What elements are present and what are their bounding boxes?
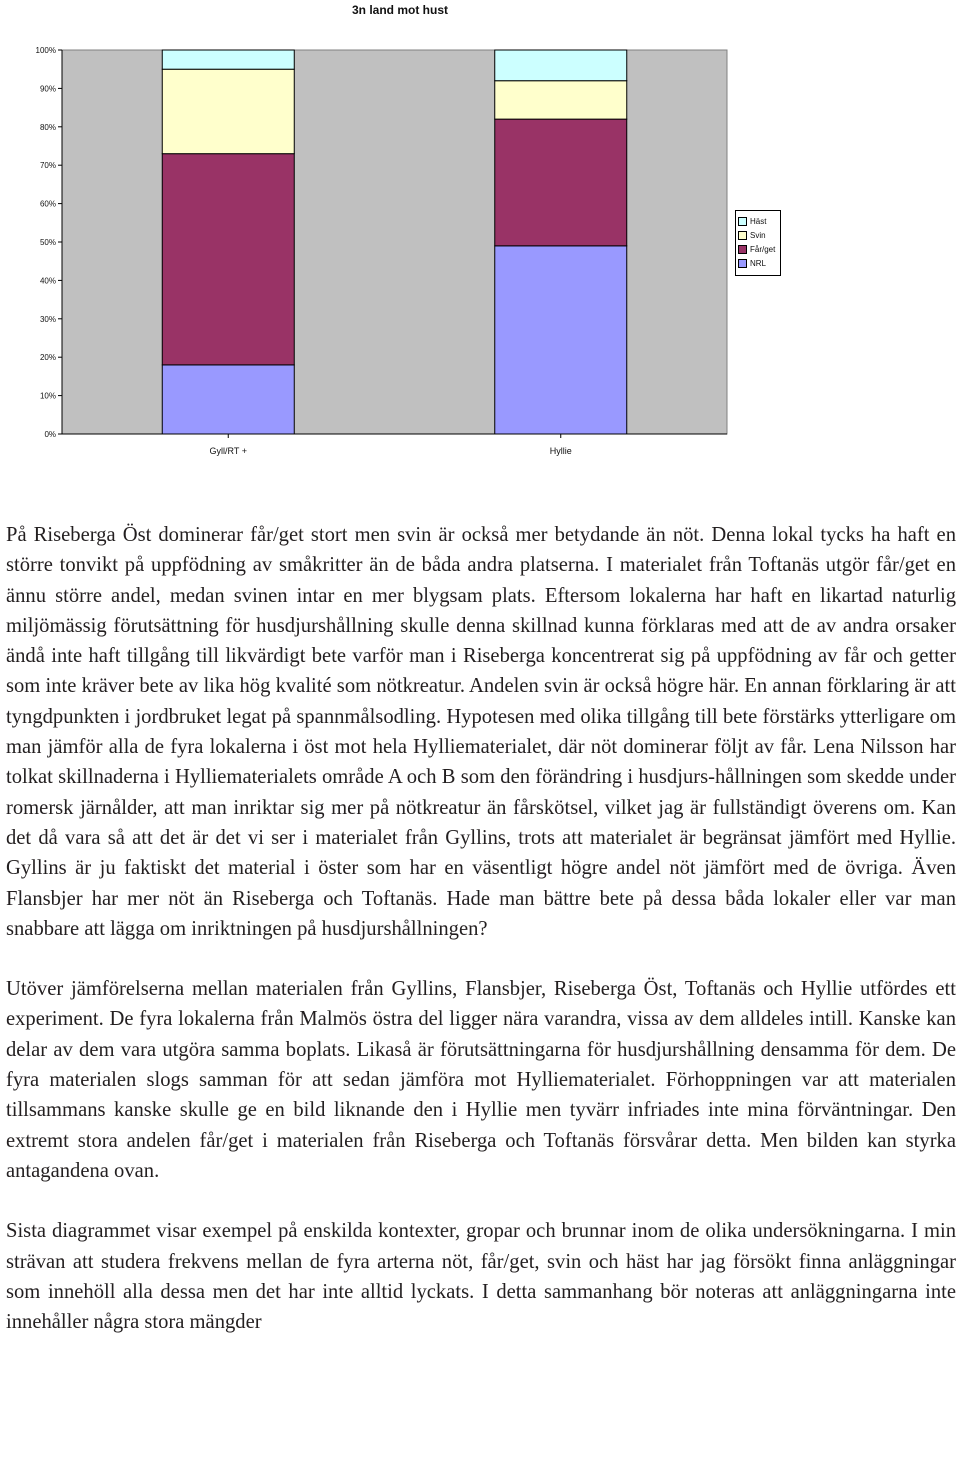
bar-segment bbox=[162, 154, 294, 365]
y-tick-label: 80% bbox=[39, 122, 56, 132]
y-tick-label: 0% bbox=[44, 430, 56, 439]
legend-item bbox=[738, 256, 778, 270]
legend-swatch bbox=[738, 217, 747, 226]
legend-swatch bbox=[738, 231, 747, 240]
y-tick-label: 70% bbox=[39, 161, 56, 171]
y-tick-label: 100% bbox=[35, 46, 56, 55]
paragraph-3: Sista diagrammet visar exempel på enskilda kontexter, gropar och brunnar inom de olika undersökningarna. I min strävan att studera frekvens mellan de fyra arterna nöt, får/get, svin och häst har jag försökt finna anläggningar som innehöll alla dessa men det har inte alltid lyckats. I detta sammanhang bör noteras att anläggningarna inte innehåller några stora mängder bbox=[6, 1220, 956, 1334]
x-tick-label: Hyllie bbox=[549, 446, 572, 456]
chart-legend bbox=[735, 210, 781, 276]
y-tick-label: 30% bbox=[39, 314, 56, 324]
y-tick-label: 60% bbox=[39, 199, 56, 209]
legend-swatch bbox=[738, 245, 747, 254]
legend-label: Svin bbox=[750, 230, 766, 240]
stacked-bar-chart bbox=[0, 0, 960, 470]
bar-segment bbox=[495, 50, 627, 81]
y-tick-label: 50% bbox=[39, 238, 56, 247]
y-tick-label: 10% bbox=[39, 391, 56, 401]
x-tick-label: Gyll/RT + bbox=[209, 446, 247, 456]
legend-label: Får/get bbox=[750, 244, 776, 254]
y-tick-label: 20% bbox=[39, 353, 56, 363]
bar-segment bbox=[495, 119, 627, 246]
bar-segment bbox=[162, 69, 294, 153]
legend-swatch bbox=[738, 259, 747, 268]
y-tick-label: 40% bbox=[39, 276, 56, 286]
chart-plot bbox=[0, 0, 960, 470]
legend-item bbox=[738, 214, 778, 228]
body-text bbox=[6, 520, 956, 1337]
bar-segment bbox=[162, 50, 294, 69]
bar-segment bbox=[495, 246, 627, 434]
legend-label: NRL bbox=[750, 258, 767, 268]
y-tick-label: 90% bbox=[39, 84, 56, 94]
legend-label: Häst bbox=[750, 216, 767, 226]
legend-item bbox=[738, 242, 778, 256]
bar-segment bbox=[495, 81, 627, 119]
legend-item bbox=[738, 228, 778, 242]
paragraph-2: Utöver jämförelserna mellan materialen från Gyllins, Flansbjer, Riseberga Öst, Toftanäs och Hyllie utfördes ett experiment. De fyra lokalerna från Malmös östra del ligger nära varandra, vissa av dem alldeles intill. Kanske kan delar av dem vara utgöra samma boplats. Likaså är förutsättningarna för husdjurshållning densamma för dem. De fyra materialen slogs samman för att sedan jämföra mot Hylliematerialet. Förhoppningen var att materialen tillsammans kanske skulle ge en bild liknande den i Hyllie men tyvärr infriades inte mina förväntningar. Den extremt stora andelen får/get i materialen från Riseberga och Toftanäs försvårar detta. Men bilden kan styrka antagandena ovan. bbox=[6, 978, 956, 1182]
paragraph-1: På Riseberga Öst dominerar får/get stort men svin är också mer betydande än nöt. Denna lokal tycks ha haft en större tonvikt på uppfödning av småkritter än de båda andra platserna. I materialet från Toftanäs utgör får/get en ännu större andel, medan svinen intar en mer blygsam plats. Eftersom lokalerna har haft en likartad naturlig miljömässig förutsättning för husdjurshållning skulle denna skillnad kunna förklaras med att de av andra orsaker ändå inte haft tillgång till likvärdigt bete varför man i Riseberga koncentrerat sig på uppfödning av får och getter som inte kräver bete av lika hög kvalité som nötkreatur. Andelen svin är också högre här. En annan förklaring är att tyngdpunkten i jordbruket legat på spannmålsodling. Hypotesen med olika tillgång till bete förstärks ytterligare om man jämför alla de fyra lokalerna i öst mot hela Hylliematerialet, där nöt dominerar följt av får. Lena Nilsson har tolkat skillnaderna i Hylliematerialets område A och B som den förändring i husdjurs-hållningen som skedde under romersk järnålder, att man inriktar sig mer på nötkreatur än fårskötsel, vilket jag är fullständigt överens om. Kan det då vara så att det är det vi ser i materialet från Gyllins, trots att materialet är begränsat jämfört med Hyllie. Gyllins är ju faktiskt det material i öster som har en väsentligt högre andel nöt jämfört med de övriga. Även Flansbjer har mer nöt än Riseberga och Toftanäs. Hade man bättre bete på dessa båda lokaler eller var man snabbare att lägga om inriktningen på husdjurshållningen? bbox=[6, 524, 956, 940]
chart-title: 3n land mot hust bbox=[352, 3, 448, 17]
bar-segment bbox=[162, 365, 294, 434]
